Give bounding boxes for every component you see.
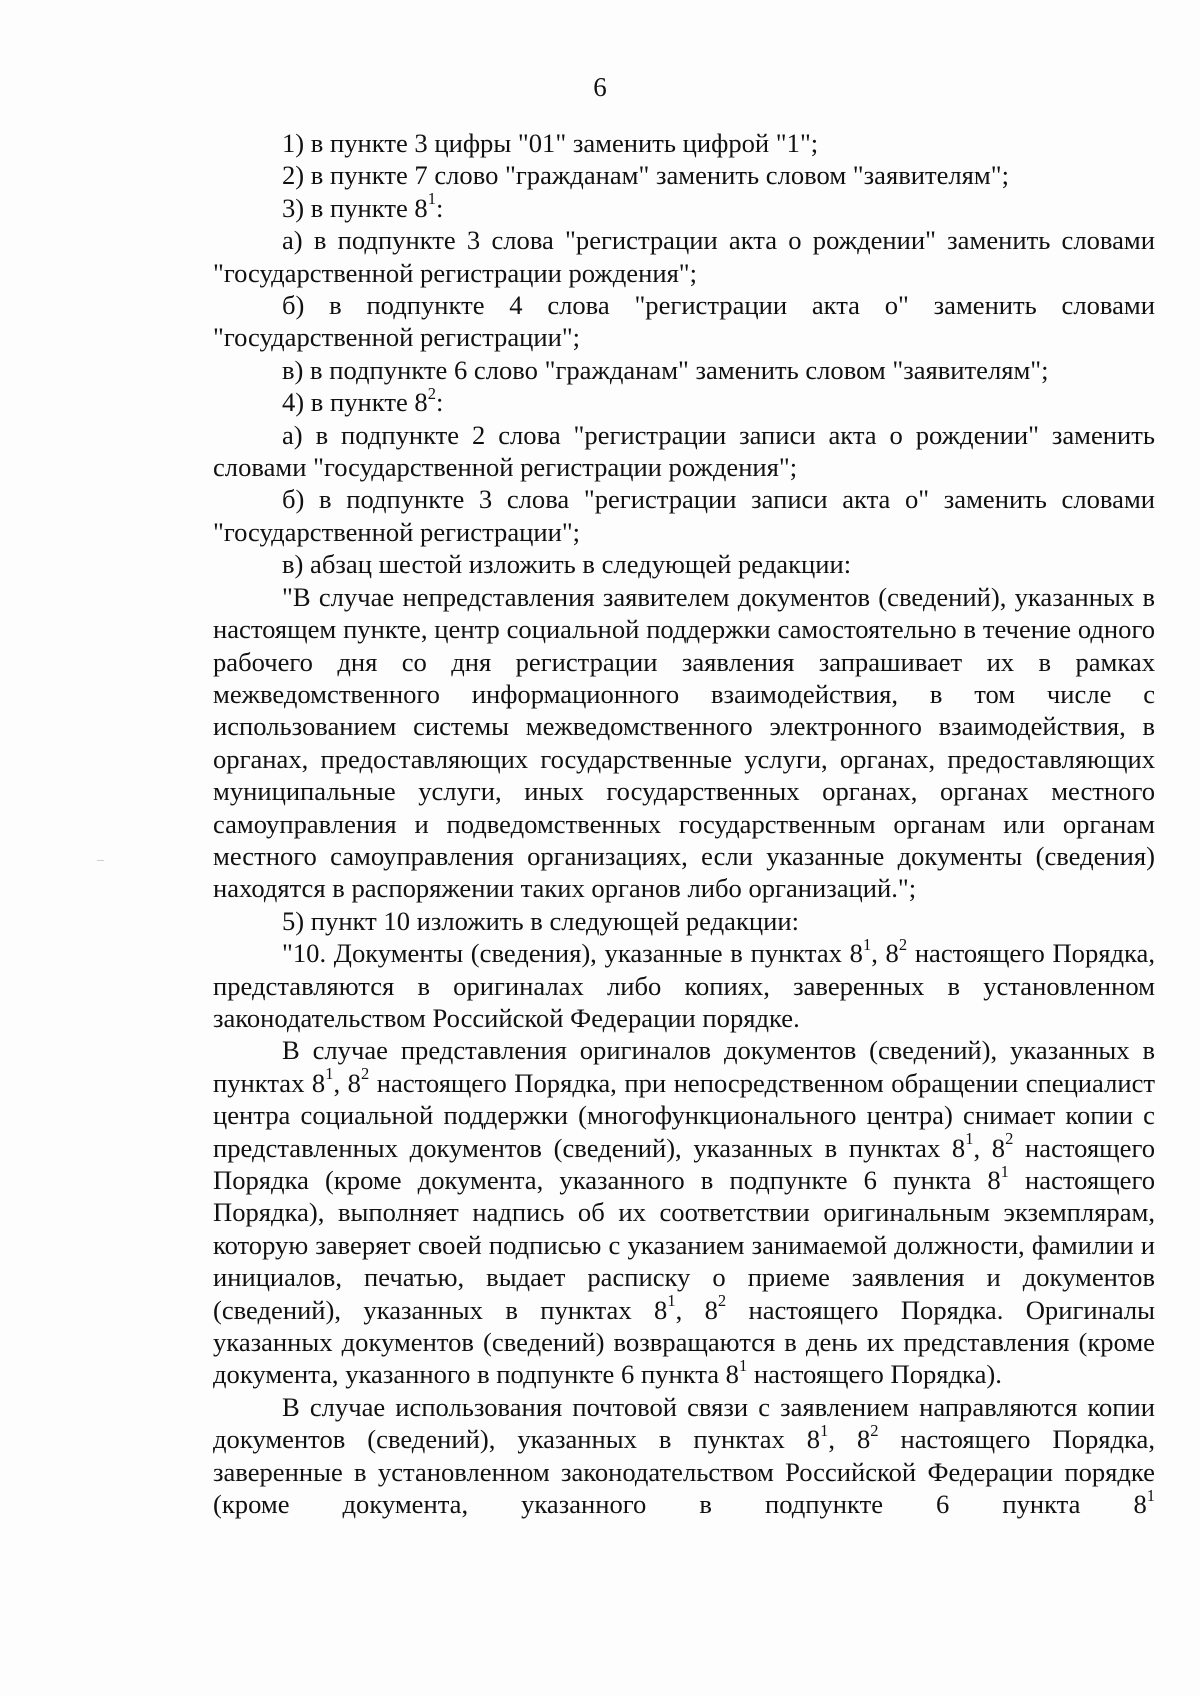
paragraph-p9 [213,483,1155,548]
paragraph-p4 [213,224,1155,289]
paragraph-p8 [213,419,1155,484]
paragraph-text: настоящего Порядка. Оригиналы указанных документов (сведений) возвращаются в день их представления (кроме документа, указанного в подпункте 6 пункта 8 [213,1294,1155,1390]
scan-margin-mark [97,860,104,861]
paragraph-text: 1) в пункте 3 цифры "01" заменить цифрой "1"; [282,128,819,158]
paragraph-text: настоящего Порядка, заверенные в установленном законодательством Российской Федерации порядке (кроме документа, указанного в подпункте 6 пункта 8 [213,1424,1155,1520]
paragraph-text: , 8 [675,1294,718,1325]
superscript-index: 1 [427,189,436,209]
paragraph-p7 [213,383,1155,418]
paragraph-text: настоящего Порядка). [747,1359,1002,1390]
superscript-index: 2 [898,934,908,954]
paragraph-text: 4) в пункте 8 [282,387,428,418]
superscript-index: 1 [820,1420,829,1440]
paragraph-text: 2) в пункте 7 слово "гражданам" заменить словом "заявителям"; [282,160,1009,191]
superscript-index: 1 [965,1129,974,1149]
superscript-index: 1 [325,1064,334,1084]
paragraph-text: , 8 [871,938,899,969]
paragraph-text: 3) в пункте 8 [282,192,428,223]
page-number: 6 [593,72,607,102]
paragraph-p12 [213,905,1155,937]
superscript-index: 2 [870,1420,879,1440]
paragraph-text: а) в подпункте 3 слова "регистрации акта о рождении" заменить словами "государственной регистрации рождения"; [213,225,1155,288]
paragraph-p15 [213,1391,1155,1521]
paragraph-p6 [213,354,1155,386]
paragraph-text: б) в подпункте 3 слова "регистрации записи акта о" заменить словами "государственной регистрации"; [213,484,1155,547]
paragraph-p13 [213,934,1156,1034]
paragraph-text: а) в подпункте 2 слова "регистрации записи акта о рождении" заменить словами "государственной регистрации рождения"; [213,419,1155,483]
superscript-index: 2 [1005,1129,1014,1149]
paragraph-text: настоящего Порядка, при непосредственном обращении специалист центра социальной поддержки (многофункционального центра) снимает копии с представленных документов (сведений), указанных в пунктах 8 [213,1067,1155,1163]
paragraph-text: настоящего Порядка, представляются в оригиналах либо копиях, заверенных в установленном законодательством Российской Федерации порядке. [213,938,1156,1033]
paragraph-p5 [213,289,1155,354]
document-body [213,127,1155,1520]
paragraph-text: В случае представления оригиналов документов (сведений), указанных в пунктах 8 [213,1035,1155,1098]
superscript-index: 2 [360,1064,370,1084]
paragraph-text: : [435,387,444,418]
paragraph-text: настоящего Порядка), выполняет надпись об их соответствии оригинальным экземплярам, которую заверяет своей подписью с указанием занимаемой должности, фамилии и инициалов, печатью, выдает расписку о приеме заявления и документов (сведений), указанных в пунктах 8 [213,1165,1156,1325]
superscript-index: 2 [717,1291,727,1311]
paragraph-text: , 8 [333,1067,361,1098]
paragraph-p3 [213,189,1155,224]
paragraph-text: "10. Документы (сведения), указанные в пунктах 8 [282,938,863,969]
paragraph-text: "В случае непредставления заявителем документов (сведений), указанных в настоящем пункте, центр социальной поддержки самостоятельно в течение одного рабочего дня со дня регистрации заявления запрашивает их в рамках межведомственного информационного взаимодействия, в том числе с использованием системы межведомственного электронного взаимодействия, в органах, предоставляющих государственные услуги, органах, предоставляющих муниципальные услуги, иных государственных органах, органах местного самоуправления и подведомственных государственным органам или органам местного самоуправления организациях, если указанные документы (сведения) находятся в распоряжении таких органов либо организаций."; [213,581,1155,904]
paragraph-p11 [213,581,1155,905]
superscript-index: 1 [1000,1161,1009,1181]
superscript-index: 2 [427,383,436,403]
paragraph-p10 [213,548,1155,580]
paragraph-text: б) в подпункте 4 слова "регистрации акта о" заменить словами "государственной регистрации"; [213,290,1155,353]
paragraph-p14 [213,1034,1155,1390]
superscript-index: 1 [862,934,872,954]
paragraph-text: 5) пункт 10 изложить в следующей редакции: [282,905,799,936]
paragraph-text: в) в подпункте 6 слово "гражданам" заменить словом "заявителям"; [282,354,1049,385]
superscript-index: 1 [738,1356,748,1376]
superscript-index: 1 [667,1291,676,1311]
paragraph-p2 [213,159,1155,191]
paragraph-p1 [213,127,1155,159]
paragraph-text: : [435,192,444,223]
paragraph-text: В случае использования почтовой связи с заявлением направляются копии документов (сведений), указанных в пунктах 8 [213,1391,1155,1455]
paragraph-text: настоящего Порядка (кроме документа, указанного в подпункте 6 пункта 8 [213,1132,1155,1195]
paragraph-text: , 8 [828,1424,871,1455]
paragraph-text: , 8 [973,1132,1006,1163]
superscript-index: 1 [1146,1485,1155,1505]
paragraph-text: в) абзац шестой изложить в следующей редакции: [282,549,852,580]
